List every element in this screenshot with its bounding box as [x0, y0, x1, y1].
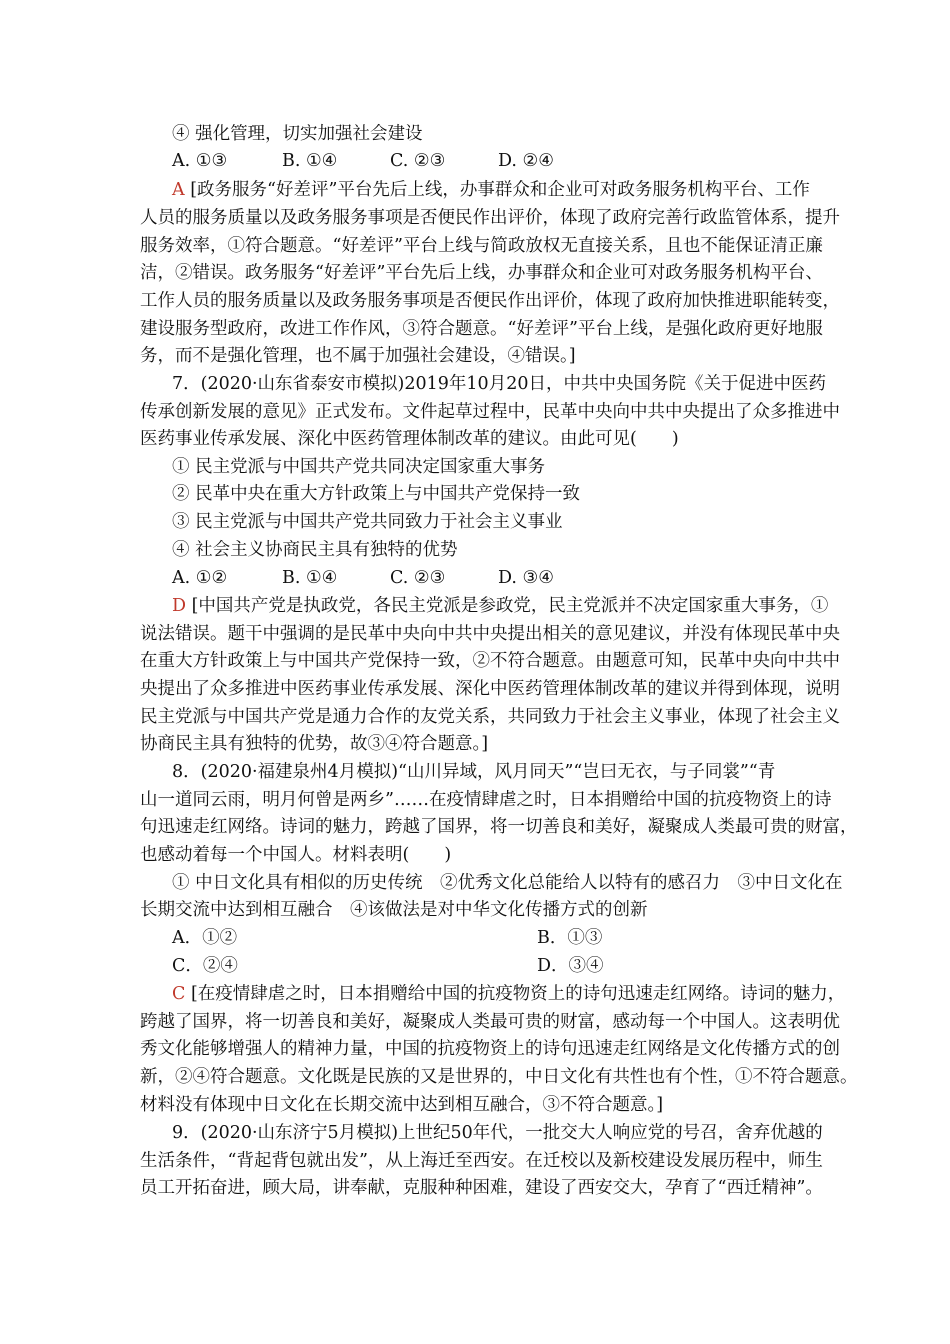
q8-stem-line-2: 山一道同云雨，明月何曾是两乡”……在疫情肆虐之时，日本捐赠给中国的抗疫物资上的诗	[140, 790, 832, 810]
q6-answer-letter: A	[172, 180, 185, 200]
q8-statements-line-2: 长期交流中达到相互融合 ④该做法是对中华文化传播方式的创新	[140, 900, 648, 920]
q7-answer-line-5: 民主党派与中国共产党是通力合作的友党关系，共同致力于社会主义事业，体现了社会主义	[140, 707, 840, 727]
q7-statement-3: ③ 民主党派与中国共产党共同致力于社会主义事业	[172, 512, 563, 532]
q8-answer-line-2: 跨越了国界，将一切善良和美好，凝聚成人类最可贵的财富，感动每一个中国人。这表明优	[140, 1012, 840, 1032]
q8-answer-line-1: C [在疫情肆虐之时，日本捐赠给中国的抗疫物资上的诗句迅速走红网络。诗词的魅力，	[172, 984, 846, 1004]
q9-stem-line-1: 9．(2020·山东济宁5月模拟)上世纪50年代，一批交大人响应党的号召，舍弃优越的	[172, 1123, 823, 1143]
q7-stem-line-1: 7．(2020·山东省泰安市模拟)2019年10月20日，中共中央国务院《关于促进中医药	[172, 374, 826, 394]
q6-option-c: C. ②③	[390, 151, 446, 171]
q7-statement-1: ① 民主党派与中国共产党共同决定国家重大事务	[172, 457, 546, 477]
q7-answer-letter: D	[172, 596, 187, 616]
q7-answer-line-3: 在重大方针政策上与中国共产党保持一致，②不符合题意。由题意可知，民革中央向中共中	[140, 651, 840, 671]
q8-option-a: A．①②	[172, 928, 238, 948]
q7-statement-2: ② 民革中央在重大方针政策上与中国共产党保持一致	[172, 484, 581, 504]
q6-answer-line-5: 工作人员的服务质量以及政务服务事项是否便民作出评价，体现了政府加快推进职能转变，	[140, 291, 840, 311]
q8-stem-line-4: 也感动着每一个中国人。材料表明( )	[140, 845, 452, 865]
q7-statement-4: ④ 社会主义协商民主具有独特的优势	[172, 540, 458, 560]
q6-answer-line-6: 建设服务型政府，改进工作作风，③符合题意。“好差评”平台上线，是强化政府更好地服	[140, 319, 823, 339]
q9-stem-line-3: 员工开拓奋进，顾大局，讲奉献，克服种种困难，建设了西安交大，孕育了“西迁精神”。	[140, 1178, 823, 1198]
q7-option-b: B. ①④	[282, 568, 338, 588]
q6-answer-line-2: 人员的服务质量以及政务服务事项是否便民作出评价，体现了政府完善行政监管体系，提升	[140, 208, 840, 228]
q7-answer-line-2: 说法错误。题干中强调的是民革中央向中共中央提出相关的意见建议，并没有体现民革中央	[140, 624, 840, 644]
q7-option-a: A. ①②	[172, 568, 228, 588]
q8-option-d: D．③④	[537, 956, 604, 976]
q7-stem-line-2: 传承创新发展的意见》正式发布。文件起草过程中，民革中央向中共中央提出了众多推进中	[140, 402, 840, 422]
q8-option-c: C．②④	[172, 956, 238, 976]
q7-option-d: D. ③④	[498, 568, 554, 588]
q8-answer-line-5: 材料没有体现中日文化在长期交流中达到相互融合，③不符合题意。]	[140, 1095, 664, 1115]
q6-answer-line-7: 务，而不是强化管理，也不属于加强社会建设，④错误。]	[140, 346, 576, 366]
q8-stem-line-1: 8．(2020·福建泉州4月模拟)“山川异域，风月同天”“岂曰无衣，与子同裳”“青	[172, 762, 776, 782]
q8-answer-letter: C	[172, 984, 186, 1004]
q8-option-b: B．①③	[537, 928, 603, 948]
q7-answer-line-6: 协商民主具有独特的优势，故③④符合题意。]	[140, 734, 489, 754]
q7-option-c: C. ②③	[390, 568, 446, 588]
q7-answer-line-1: D [中国共产党是执政党，各民主党派是参政党，民主党派并不决定国家重大事务，①	[172, 596, 829, 616]
q8-answer-line-4: 新，②④符合题意。文化既是民族的又是世界的，中日文化有共性也有个性，①不符合题意。	[140, 1067, 858, 1087]
q6-answer-line-4: 洁，②错误。政务服务“好差评”平台先后上线，办事群众和企业可对政务服务机构平台、	[140, 263, 823, 283]
q9-stem-line-2: 生活条件，“背起背包就出发”，从上海迁至西安。在迁校以及新校建设发展历程中，师生	[140, 1151, 823, 1171]
q6-option-d: D. ②④	[498, 151, 554, 171]
q6-statement-4: ④ 强化管理，切实加强社会建设	[172, 124, 423, 144]
q6-answer-line-1: A [政务服务“好差评”平台先后上线，办事群众和企业可对政务服务机构平台、工作	[172, 180, 810, 200]
q8-statements-line-1: ① 中日文化具有相似的历史传统 ②优秀文化总能给人以特有的感召力 ③中日文化在	[172, 873, 843, 893]
q7-answer-line-4: 央提出了众多推进中医药事业传承发展、深化中医药管理体制改革的建议并得到体现，说明	[140, 679, 840, 699]
q8-stem-line-3: 句迅速走红网络。诗词的魅力，跨越了国界，将一切善良和美好，凝聚成人类最可贵的财富，	[140, 817, 858, 837]
q7-stem-line-3: 医药事业传承发展、深化中医药管理体制改革的建议。由此可见( )	[140, 429, 679, 449]
q6-option-b: B. ①④	[282, 151, 338, 171]
q6-option-a: A. ①③	[172, 151, 228, 171]
q8-answer-line-3: 秀文化能够增强人的精神力量，中国的抗疫物资上的诗句迅速走红网络是文化传播方式的创	[140, 1039, 840, 1059]
q6-answer-line-3: 服务效率，①符合题意。“好差评”平台上线与简政放权无直接关系，且也不能保证清正廉	[140, 236, 823, 256]
